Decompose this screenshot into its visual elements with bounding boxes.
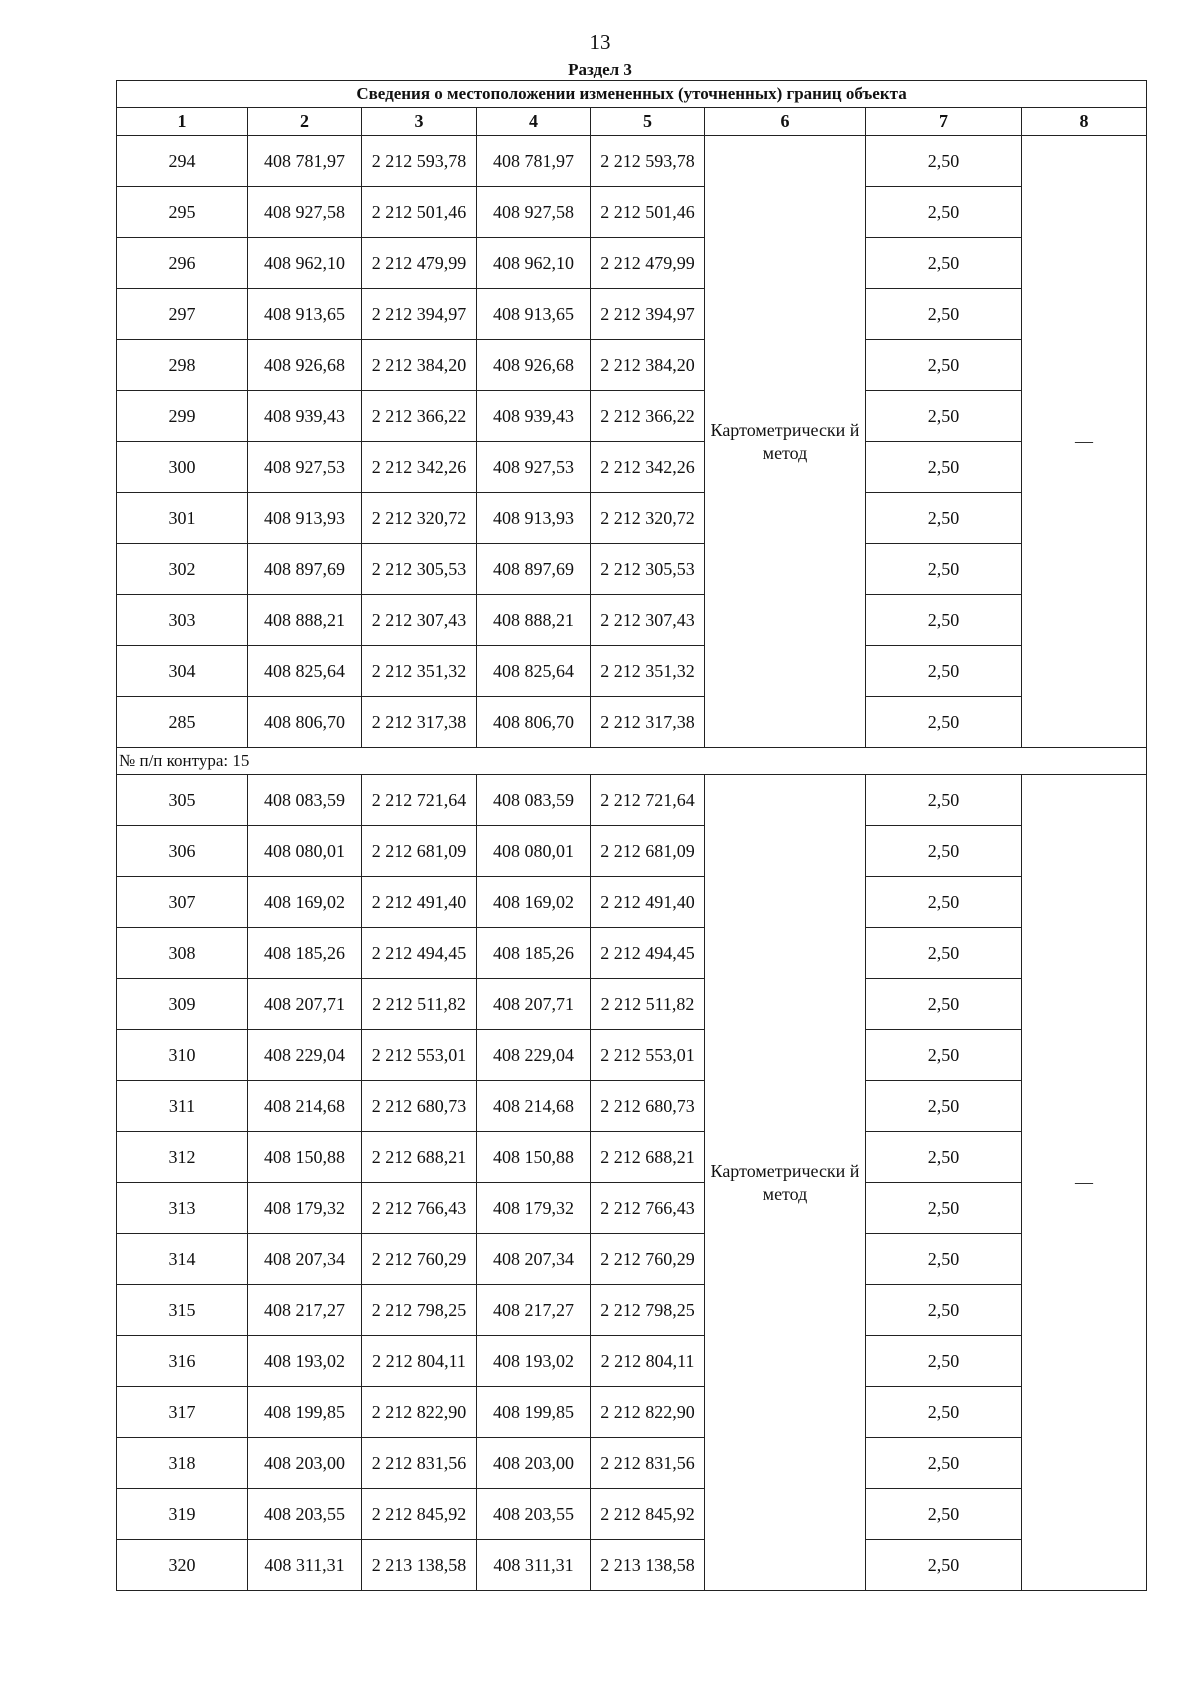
y-coordinate-existing: 2 212 511,82 [362,979,477,1030]
y-coordinate-existing: 2 212 317,38 [362,697,477,748]
x-coordinate-existing: 408 913,93 [248,493,362,544]
y-coordinate-existing: 2 212 831,56 [362,1438,477,1489]
accuracy-value: 2,50 [866,1183,1022,1234]
y-coordinate-refined: 2 212 831,56 [591,1438,705,1489]
y-coordinate-refined: 2 212 681,09 [591,826,705,877]
column-header: 6 [705,108,866,136]
x-coordinate-existing: 408 927,53 [248,442,362,493]
x-coordinate-existing: 408 150,88 [248,1132,362,1183]
accuracy-value: 2,50 [866,1285,1022,1336]
y-coordinate-refined: 2 212 394,97 [591,289,705,340]
x-coordinate-existing: 408 193,02 [248,1336,362,1387]
y-coordinate-existing: 2 212 553,01 [362,1030,477,1081]
table-row [117,1234,1147,1285]
x-coordinate-existing: 408 897,69 [248,544,362,595]
x-coordinate-existing: 408 888,21 [248,595,362,646]
accuracy-value: 2,50 [866,289,1022,340]
accuracy-value: 2,50 [866,187,1022,238]
table-row [117,187,1147,238]
y-coordinate-existing: 2 212 721,64 [362,775,477,826]
x-coordinate-existing: 408 927,58 [248,187,362,238]
section-title: Раздел 3 [568,60,632,79]
x-coordinate-refined: 408 913,93 [477,493,591,544]
point-number: 299 [117,391,248,442]
y-coordinate-refined: 2 212 494,45 [591,928,705,979]
x-coordinate-existing: 408 939,43 [248,391,362,442]
x-coordinate-refined: 408 203,55 [477,1489,591,1540]
y-coordinate-refined: 2 213 138,58 [591,1540,705,1591]
point-number: 298 [117,340,248,391]
table-row [117,1183,1147,1234]
y-coordinate-refined: 2 212 845,92 [591,1489,705,1540]
x-coordinate-existing: 408 179,32 [248,1183,362,1234]
accuracy-value: 2,50 [866,544,1022,595]
x-coordinate-existing: 408 185,26 [248,928,362,979]
point-number: 308 [117,928,248,979]
accuracy-value: 2,50 [866,877,1022,928]
x-coordinate-refined: 408 169,02 [477,877,591,928]
table-row [117,1030,1147,1081]
accuracy-value: 2,50 [866,1387,1022,1438]
y-coordinate-refined: 2 212 320,72 [591,493,705,544]
contour-row [117,748,1147,775]
accuracy-value: 2,50 [866,1489,1022,1540]
table-row [117,1387,1147,1438]
x-coordinate-refined: 408 214,68 [477,1081,591,1132]
accuracy-value: 2,50 [866,1234,1022,1285]
table-row [117,697,1147,748]
page-number: 13 [589,30,611,54]
point-number: 309 [117,979,248,1030]
x-coordinate-existing: 408 781,97 [248,136,362,187]
y-coordinate-refined: 2 212 760,29 [591,1234,705,1285]
point-number: 318 [117,1438,248,1489]
x-coordinate-existing: 408 199,85 [248,1387,362,1438]
x-coordinate-refined: 408 229,04 [477,1030,591,1081]
y-coordinate-existing: 2 212 760,29 [362,1234,477,1285]
x-coordinate-existing: 408 169,02 [248,877,362,928]
x-coordinate-existing: 408 083,59 [248,775,362,826]
method-cell: Картометрически й метод [705,775,866,1591]
x-coordinate-refined: 408 806,70 [477,697,591,748]
accuracy-value: 2,50 [866,595,1022,646]
y-coordinate-refined: 2 212 307,43 [591,595,705,646]
accuracy-value: 2,50 [866,646,1022,697]
point-number: 301 [117,493,248,544]
table-row [117,1489,1147,1540]
column-header: 4 [477,108,591,136]
accuracy-value: 2,50 [866,1030,1022,1081]
accuracy-value: 2,50 [866,1438,1022,1489]
x-coordinate-existing: 408 229,04 [248,1030,362,1081]
x-coordinate-refined: 408 781,97 [477,136,591,187]
y-coordinate-existing: 2 212 681,09 [362,826,477,877]
x-coordinate-refined: 408 939,43 [477,391,591,442]
point-number: 307 [117,877,248,928]
x-coordinate-existing: 408 311,31 [248,1540,362,1591]
x-coordinate-refined: 408 199,85 [477,1387,591,1438]
y-coordinate-refined: 2 212 822,90 [591,1387,705,1438]
y-coordinate-existing: 2 212 394,97 [362,289,477,340]
point-number: 310 [117,1030,248,1081]
y-coordinate-refined: 2 212 766,43 [591,1183,705,1234]
point-number: 313 [117,1183,248,1234]
table-row [117,595,1147,646]
accuracy-value: 2,50 [866,493,1022,544]
x-coordinate-refined: 408 217,27 [477,1285,591,1336]
y-coordinate-refined: 2 212 593,78 [591,136,705,187]
table-row [117,544,1147,595]
table-body [117,81,1147,1591]
y-coordinate-existing: 2 212 320,72 [362,493,477,544]
y-coordinate-existing: 2 212 798,25 [362,1285,477,1336]
x-coordinate-refined: 408 185,26 [477,928,591,979]
contour-label: № п/п контура: 15 [117,748,1147,775]
accuracy-value: 2,50 [866,1132,1022,1183]
table-row [117,391,1147,442]
point-number: 302 [117,544,248,595]
point-number: 285 [117,697,248,748]
x-coordinate-existing: 408 207,34 [248,1234,362,1285]
y-coordinate-existing: 2 212 593,78 [362,136,477,187]
y-coordinate-refined: 2 212 501,46 [591,187,705,238]
x-coordinate-refined: 408 080,01 [477,826,591,877]
y-coordinate-existing: 2 212 384,20 [362,340,477,391]
x-coordinate-refined: 408 311,31 [477,1540,591,1591]
accuracy-value: 2,50 [866,1081,1022,1132]
point-number: 296 [117,238,248,289]
accuracy-value: 2,50 [866,775,1022,826]
table-row [117,238,1147,289]
method-cell: Картометрически й метод [705,136,866,748]
point-number: 297 [117,289,248,340]
y-coordinate-refined: 2 212 804,11 [591,1336,705,1387]
table-row [117,1438,1147,1489]
y-coordinate-existing: 2 212 501,46 [362,187,477,238]
y-coordinate-refined: 2 212 305,53 [591,544,705,595]
x-coordinate-existing: 408 203,00 [248,1438,362,1489]
table-row [117,1336,1147,1387]
x-coordinate-existing: 408 913,65 [248,289,362,340]
header-row [117,108,1147,136]
y-coordinate-existing: 2 212 822,90 [362,1387,477,1438]
point-number: 315 [117,1285,248,1336]
accuracy-value: 2,50 [866,826,1022,877]
table-row [117,928,1147,979]
column8-cell: — [1022,136,1147,748]
y-coordinate-refined: 2 212 798,25 [591,1285,705,1336]
y-coordinate-refined: 2 212 479,99 [591,238,705,289]
x-coordinate-refined: 408 888,21 [477,595,591,646]
x-coordinate-refined: 408 207,34 [477,1234,591,1285]
point-number: 294 [117,136,248,187]
column-header: 2 [248,108,362,136]
x-coordinate-existing: 408 080,01 [248,826,362,877]
x-coordinate-existing: 408 203,55 [248,1489,362,1540]
caption-row [117,81,1147,108]
y-coordinate-refined: 2 212 317,38 [591,697,705,748]
y-coordinate-existing: 2 212 351,32 [362,646,477,697]
y-coordinate-existing: 2 212 479,99 [362,238,477,289]
y-coordinate-existing: 2 212 494,45 [362,928,477,979]
x-coordinate-existing: 408 217,27 [248,1285,362,1336]
point-number: 316 [117,1336,248,1387]
point-number: 305 [117,775,248,826]
y-coordinate-existing: 2 212 366,22 [362,391,477,442]
accuracy-value: 2,50 [866,391,1022,442]
table-row [117,1285,1147,1336]
point-number: 317 [117,1387,248,1438]
accuracy-value: 2,50 [866,238,1022,289]
table-row [117,1540,1147,1591]
y-coordinate-refined: 2 212 384,20 [591,340,705,391]
y-coordinate-existing: 2 212 307,43 [362,595,477,646]
x-coordinate-existing: 408 926,68 [248,340,362,391]
column-header: 3 [362,108,477,136]
x-coordinate-refined: 408 927,53 [477,442,591,493]
accuracy-value: 2,50 [866,442,1022,493]
y-coordinate-refined: 2 212 491,40 [591,877,705,928]
column-header: 7 [866,108,1022,136]
y-coordinate-existing: 2 212 680,73 [362,1081,477,1132]
x-coordinate-refined: 408 207,71 [477,979,591,1030]
y-coordinate-refined: 2 212 342,26 [591,442,705,493]
x-coordinate-existing: 408 207,71 [248,979,362,1030]
table-row [117,493,1147,544]
x-coordinate-existing: 408 806,70 [248,697,362,748]
y-coordinate-existing: 2 212 845,92 [362,1489,477,1540]
x-coordinate-refined: 408 962,10 [477,238,591,289]
accuracy-value: 2,50 [866,928,1022,979]
y-coordinate-existing: 2 212 491,40 [362,877,477,928]
x-coordinate-refined: 408 926,68 [477,340,591,391]
table-row [117,136,1147,187]
table-row [117,877,1147,928]
point-number: 295 [117,187,248,238]
point-number: 304 [117,646,248,697]
table-row [117,646,1147,697]
table-row [117,340,1147,391]
point-number: 314 [117,1234,248,1285]
y-coordinate-existing: 2 212 305,53 [362,544,477,595]
table-row [117,1081,1147,1132]
table-row [117,979,1147,1030]
x-coordinate-existing: 408 825,64 [248,646,362,697]
column-header: 1 [117,108,248,136]
table-row [117,289,1147,340]
table-caption: Сведения о местоположении измененных (уточненных) границ объекта [117,81,1147,108]
x-coordinate-refined: 408 897,69 [477,544,591,595]
x-coordinate-existing: 408 962,10 [248,238,362,289]
y-coordinate-existing: 2 212 766,43 [362,1183,477,1234]
point-number: 306 [117,826,248,877]
table-row [117,826,1147,877]
y-coordinate-existing: 2 213 138,58 [362,1540,477,1591]
accuracy-value: 2,50 [866,340,1022,391]
point-number: 300 [117,442,248,493]
accuracy-value: 2,50 [866,979,1022,1030]
x-coordinate-refined: 408 913,65 [477,289,591,340]
y-coordinate-refined: 2 212 351,32 [591,646,705,697]
column-header: 8 [1022,108,1147,136]
column8-cell: — [1022,775,1147,1591]
y-coordinate-existing: 2 212 342,26 [362,442,477,493]
x-coordinate-refined: 408 083,59 [477,775,591,826]
point-number: 320 [117,1540,248,1591]
point-number: 303 [117,595,248,646]
y-coordinate-refined: 2 212 721,64 [591,775,705,826]
y-coordinate-refined: 2 212 553,01 [591,1030,705,1081]
y-coordinate-refined: 2 212 511,82 [591,979,705,1030]
x-coordinate-refined: 408 193,02 [477,1336,591,1387]
x-coordinate-refined: 408 179,32 [477,1183,591,1234]
table-row [117,775,1147,826]
x-coordinate-refined: 408 150,88 [477,1132,591,1183]
x-coordinate-existing: 408 214,68 [248,1081,362,1132]
y-coordinate-existing: 2 212 688,21 [362,1132,477,1183]
accuracy-value: 2,50 [866,1336,1022,1387]
boundaries-table [116,80,1147,1591]
table-row [117,1132,1147,1183]
y-coordinate-refined: 2 212 680,73 [591,1081,705,1132]
point-number: 311 [117,1081,248,1132]
y-coordinate-refined: 2 212 688,21 [591,1132,705,1183]
column-header: 5 [591,108,705,136]
x-coordinate-refined: 408 927,58 [477,187,591,238]
accuracy-value: 2,50 [866,1540,1022,1591]
table-row [117,442,1147,493]
y-coordinate-existing: 2 212 804,11 [362,1336,477,1387]
accuracy-value: 2,50 [866,136,1022,187]
point-number: 319 [117,1489,248,1540]
x-coordinate-refined: 408 825,64 [477,646,591,697]
accuracy-value: 2,50 [866,697,1022,748]
point-number: 312 [117,1132,248,1183]
y-coordinate-refined: 2 212 366,22 [591,391,705,442]
x-coordinate-refined: 408 203,00 [477,1438,591,1489]
